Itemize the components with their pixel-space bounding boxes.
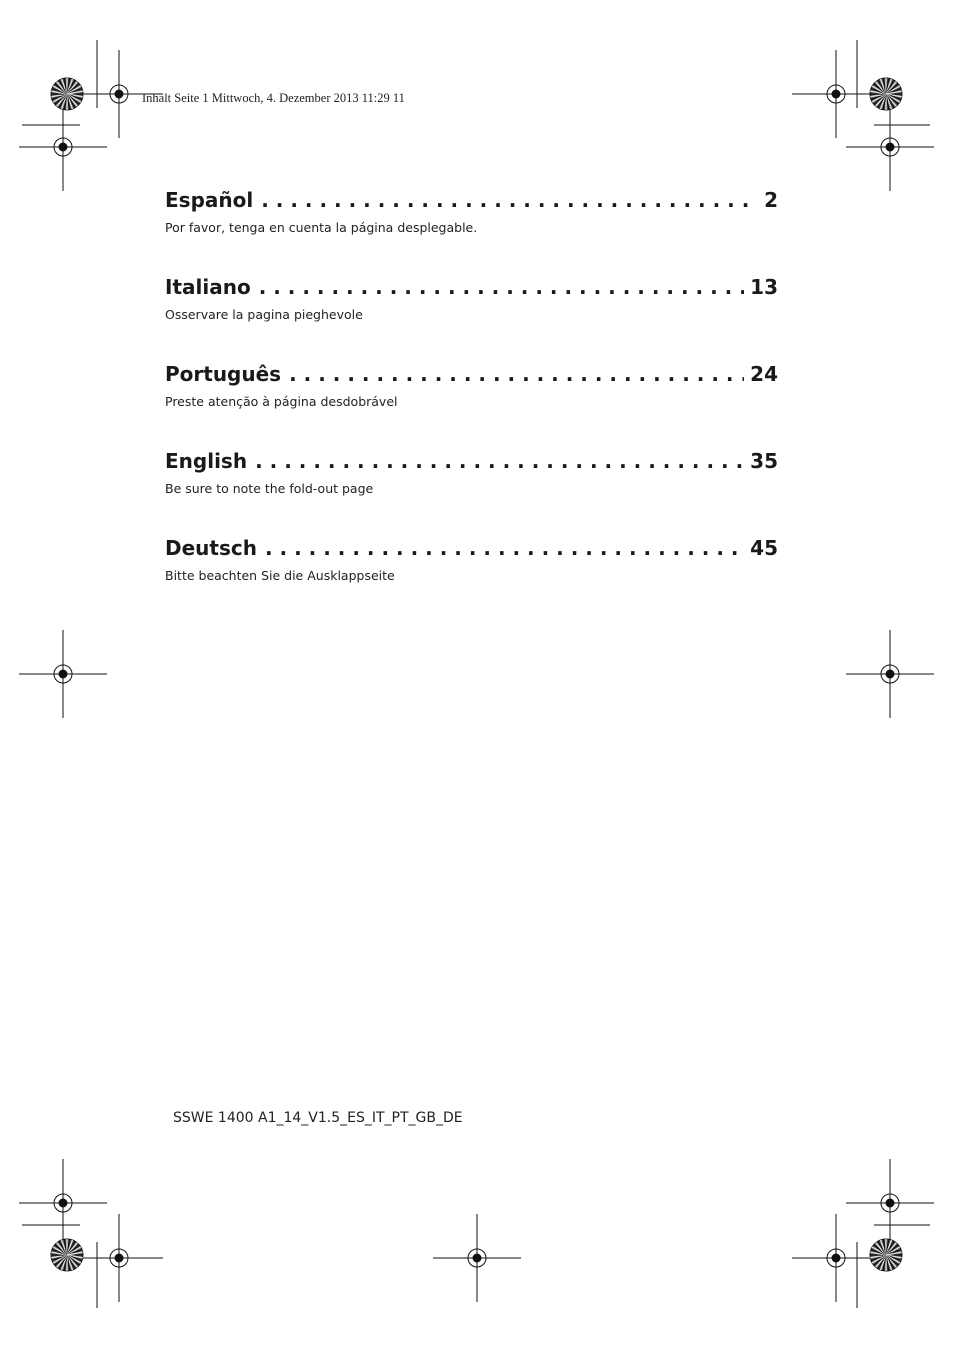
dot-leader [255,447,744,475]
toc-entry-portugues [165,360,778,447]
color-target-icon [870,78,902,110]
toc-title: Português [165,362,282,386]
color-target-icon [870,1239,902,1271]
registration-mark-icon [846,103,934,191]
registration-mark-icon [19,103,107,191]
registration-mark-icon [433,1214,521,1302]
document-code: SSWE 1400 A1_14_V1.5_ES_IT_PT_GB_DE [173,1110,463,1126]
toc-note: Bitte beachten Sie die Ausklappseite [165,568,395,583]
toc-note: Be sure to note the fold-out page [165,481,374,496]
registration-mark-icon [19,1159,107,1247]
dot-leader [265,534,744,562]
slug-line: Inhalt Seite 1 Mittwoch, 4. Dezember 2013 11:29 11 [142,91,405,105]
toc-title: Italiano [165,275,251,299]
registration-mark-icon [846,1159,934,1247]
toc-page-number: 13 [750,275,778,299]
registration-mark-icon [846,630,934,718]
toc-entry-english [165,447,778,534]
dot-leader [259,273,744,301]
toc-title: Deutsch [165,536,257,560]
toc-page-number: 45 [750,536,778,560]
color-target-icon [51,78,83,110]
toc-note: Preste atenção à página desdobrável [165,394,398,409]
registration-mark-icon [792,1214,880,1302]
registration-mark-icon [75,1214,163,1302]
toc-page-number: 2 [764,188,778,212]
registration-mark-icon [19,630,107,718]
toc-page-number: 35 [750,449,778,473]
color-target-icon [51,1239,83,1271]
toc-entry-italiano [165,273,778,360]
toc-title: Español [165,188,254,212]
toc-entry-deutsch [165,534,778,621]
table-of-contents [165,186,778,621]
toc-title: English [165,449,248,473]
toc-entry-espanol [165,186,778,273]
dot-leader [261,186,758,214]
dot-leader [289,360,744,388]
registration-mark-icon [792,50,880,138]
toc-page-number: 24 [750,362,778,386]
toc-note: Osservare la pagina pieghevole [165,307,363,322]
toc-note: Por favor, tenga en cuenta la página desplegable. [165,220,478,235]
